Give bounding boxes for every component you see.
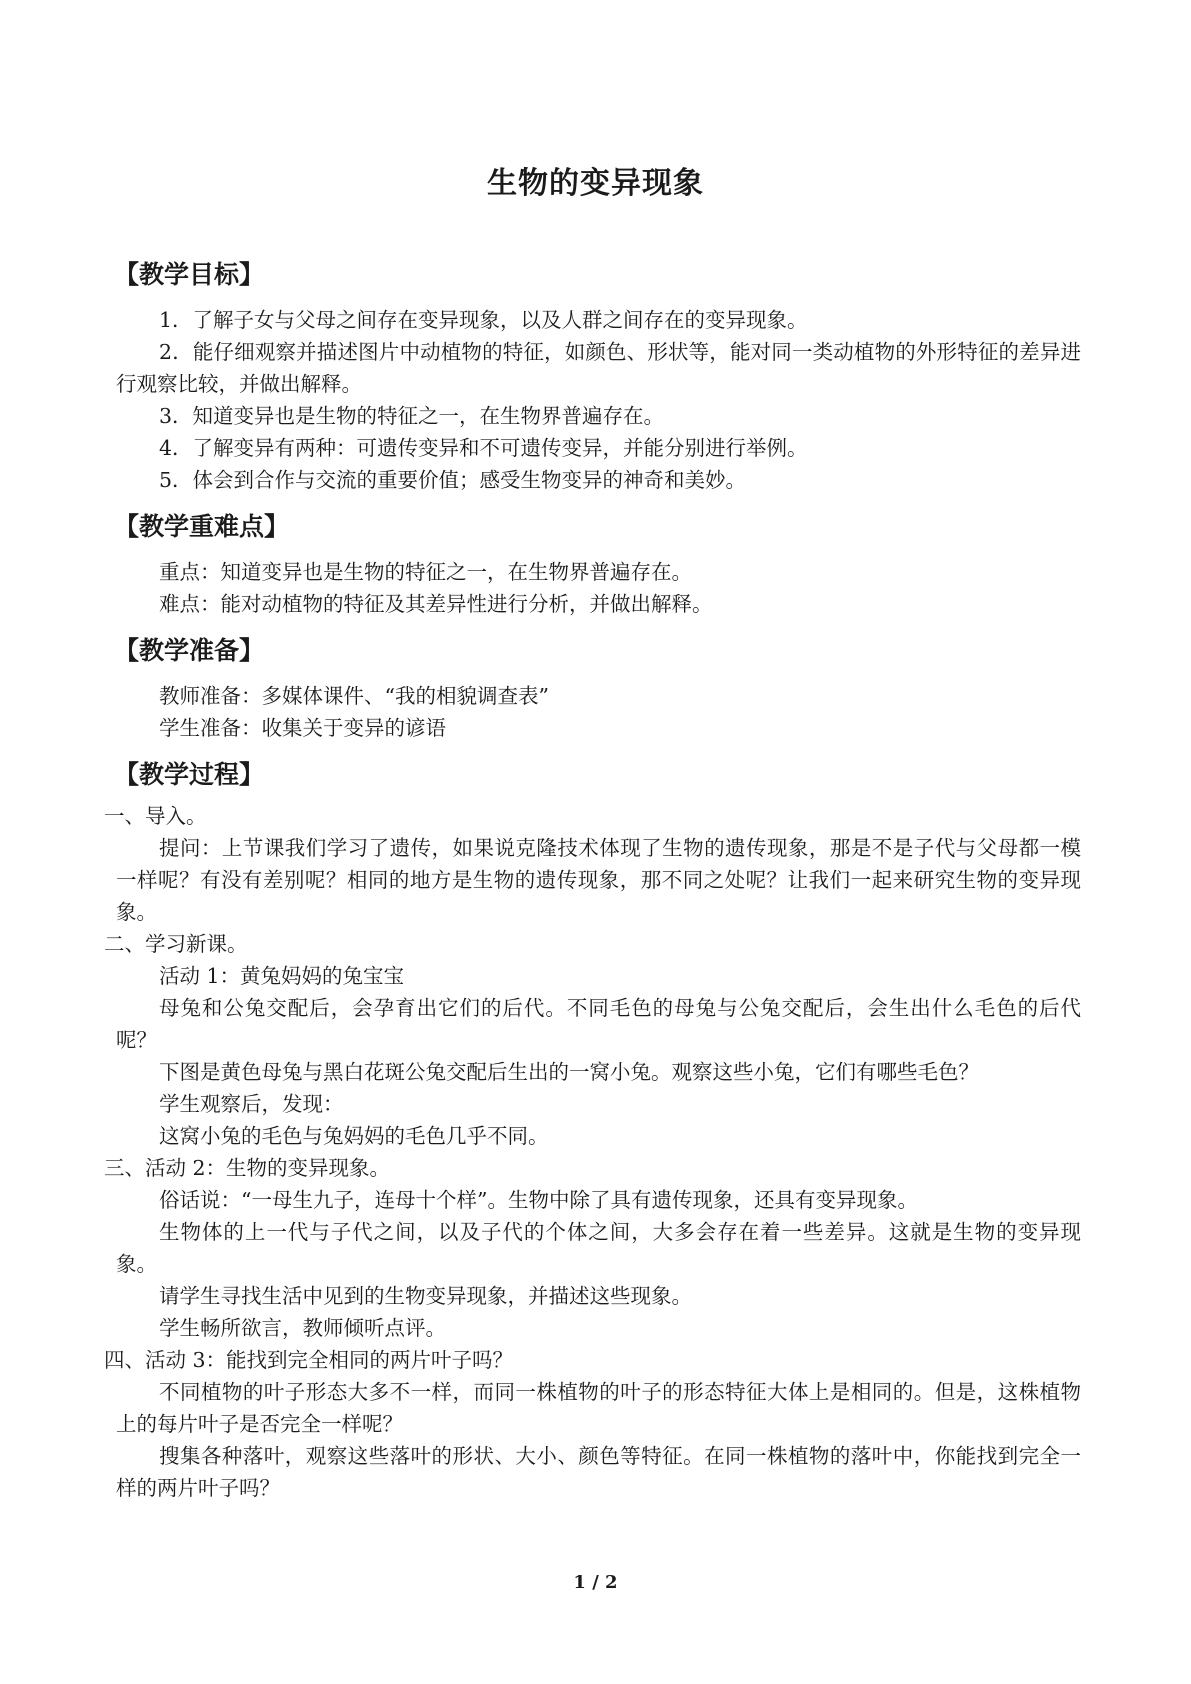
section-heading-process: 【教学过程】: [114, 760, 265, 789]
preparation-item: 学生准备：收集关于变异的谚语: [159, 716, 446, 740]
goal-item: 2．能仔细观察并描述图片中动植物的特征，如颜色、形状等，能对同一类动植物的外形特征的差异进行观察比较，并做出解释。: [116, 340, 1081, 396]
process-body: [104, 800, 1081, 1504]
section-heading-goals: 【教学目标】: [114, 260, 265, 289]
process-paragraph: 活动 1：黄兔妈妈的兔宝宝: [159, 964, 405, 988]
process-paragraph: 搜集各种落叶，观察这些落叶的形状、大小、颜色等特征。在同一株植物的落叶中，你能找到完全一样的两片叶子吗？: [116, 1444, 1081, 1500]
preparation-item: 教师准备：多媒体课件、“我的相貌调查表”: [159, 684, 549, 708]
page-number: 1 / 2: [573, 1572, 618, 1593]
goals-list: [116, 304, 1081, 496]
preparation-list: [116, 680, 1081, 744]
document-body: [104, 258, 1081, 1518]
process-paragraph: 学生畅所欲言，教师倾听点评。: [159, 1316, 446, 1340]
goal-item: 5．体会到合作与交流的重要价值；感受生物变异的神奇和美妙。: [159, 468, 747, 492]
keypoint-item: 重点：知道变异也是生物的特征之一，在生物界普遍存在。: [159, 560, 692, 584]
process-step-heading: 二、学习新课。: [104, 932, 248, 956]
process-paragraph: 不同植物的叶子形态大多不一样，而同一株植物的叶子的形态特征大体上是相同的。但是，这株植物上的每片叶子是否完全一样呢？: [116, 1380, 1081, 1436]
process-paragraph: 提问：上节课我们学习了遗传，如果说克隆技术体现了生物的遗传现象，那是不是子代与父母都一模一样呢？有没有差别呢？相同的地方是生物的遗传现象，那不同之处呢？让我们一起来研究生物的变异现象。: [116, 836, 1081, 924]
process-paragraph: 母兔和公兔交配后，会孕育出它们的后代。不同毛色的母兔与公兔交配后，会生出什么毛色的后代呢？: [116, 996, 1081, 1052]
keypoints-list: [116, 556, 1081, 620]
process-step-heading: 三、活动 2：生物的变异现象。: [104, 1156, 391, 1180]
goal-item: 4．了解变异有两种：可遗传变异和不可遗传变异，并能分别进行举例。: [159, 436, 808, 460]
page-title: 生物的变异现象: [487, 166, 704, 201]
process-paragraph: 生物体的上一代与子代之间，以及子代的个体之间，大多会存在着一些差异。这就是生物的变异现象。: [116, 1220, 1081, 1276]
process-paragraph: 学生观察后，发现：: [159, 1092, 344, 1116]
keypoint-item: 难点：能对动植物的特征及其差异性进行分析，并做出解释。: [159, 592, 713, 616]
process-paragraph: 请学生寻找生活中见到的生物变异现象，并描述这些现象。: [159, 1284, 692, 1308]
process-paragraph: 下图是黄色母兔与黑白花斑公兔交配后生出的一窝小兔。观察这些小兔，它们有哪些毛色？: [159, 1060, 979, 1084]
goal-item: 3．知道变异也是生物的特征之一，在生物界普遍存在。: [159, 404, 665, 428]
process-paragraph: 俗话说：“一母生九子，连母十个样”。生物中除了具有遗传现象，还具有变异现象。: [159, 1188, 918, 1212]
section-heading-preparation: 【教学准备】: [114, 636, 265, 665]
process-step-heading: 一、导入。: [104, 804, 207, 828]
goal-item: 1．了解子女与父母之间存在变异现象，以及人群之间存在的变异现象。: [159, 308, 808, 332]
process-step-heading: 四、活动 3：能找到完全相同的两片叶子吗？: [104, 1348, 514, 1372]
section-heading-keypoints: 【教学重难点】: [114, 512, 290, 541]
process-paragraph: 这窝小兔的毛色与兔妈妈的毛色几乎不同。: [159, 1124, 549, 1148]
